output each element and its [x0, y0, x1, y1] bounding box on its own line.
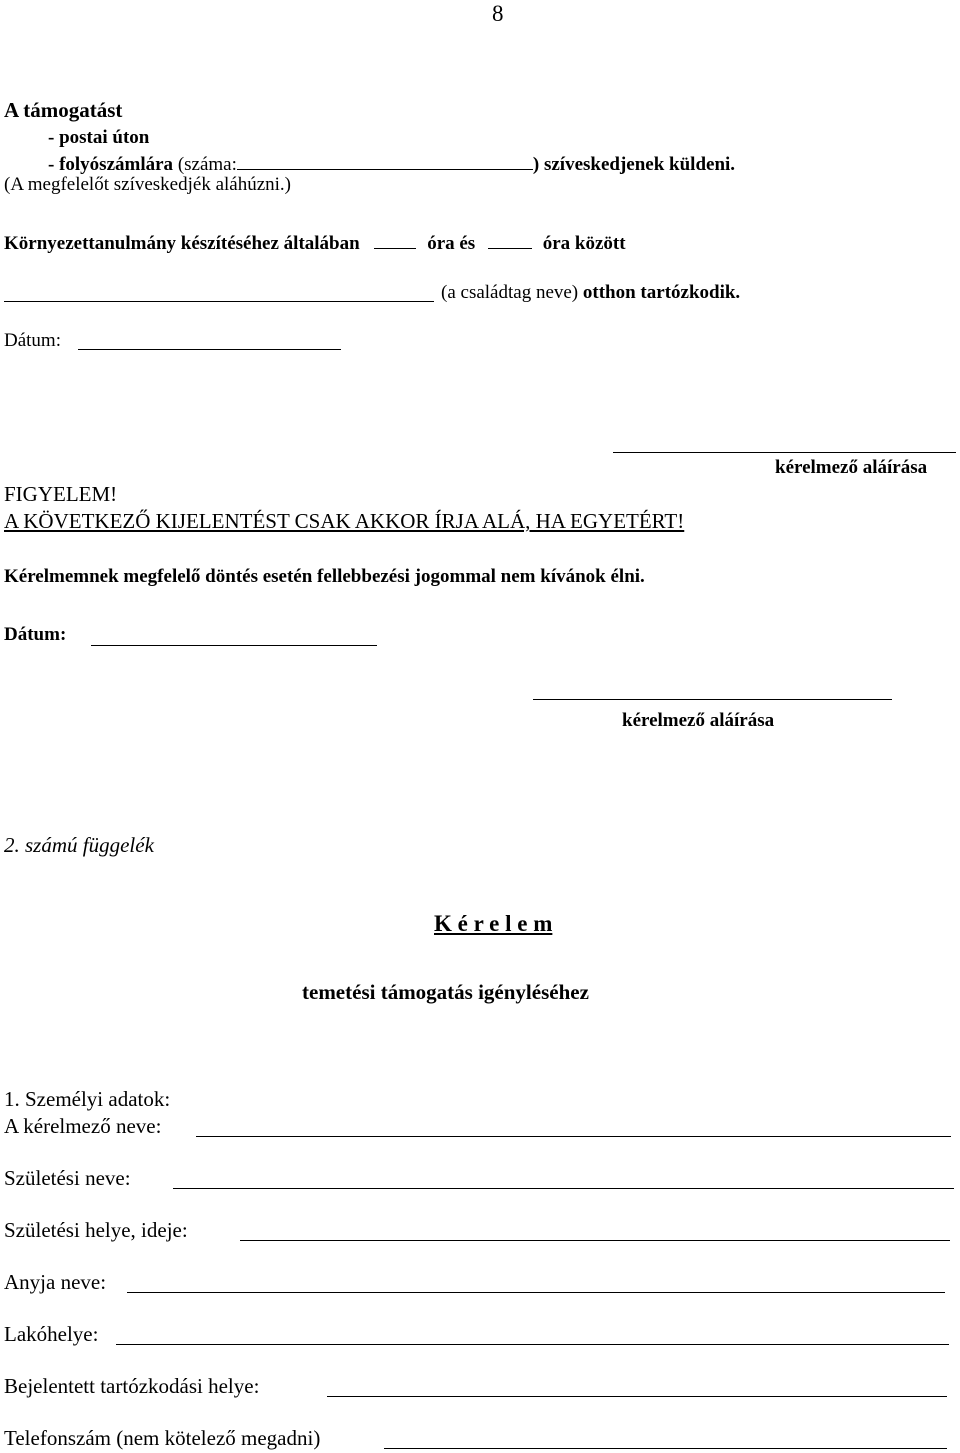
residence-blank[interactable] [116, 1344, 949, 1345]
phone-blank[interactable] [384, 1448, 947, 1449]
account-prefix: - folyószámlára [48, 154, 174, 175]
temporary-address-label: Bejelentett tartózkodási helye: [4, 1374, 260, 1398]
declaration-signature-label: kérelmező aláírása [622, 710, 775, 731]
underline-note: (A megfelelőt szíveskedjék aláhúzni.) [4, 174, 292, 195]
declaration-date-label: Dátum: [4, 624, 67, 645]
account-suffix: ) szíveskedjenek küldeni. [532, 154, 736, 175]
family-member-line [441, 283, 740, 302]
applicant-name-blank[interactable] [196, 1136, 951, 1137]
declaration-signature-line[interactable] [533, 699, 892, 700]
hour-to-blank[interactable] [488, 230, 532, 249]
warning-text: FIGYELEM! [4, 482, 118, 506]
page-number: 8 [492, 1, 504, 26]
study-prefix: Környezettanulmány készítéséhez általában [4, 233, 360, 254]
hour-and: óra és [427, 233, 476, 254]
phone-label: Telefonszám (nem kötelező megadni) [4, 1426, 321, 1450]
support-heading: A támogatást [4, 98, 123, 122]
study-signature-line[interactable] [613, 452, 956, 453]
birth-place-date-label: Születési helye, ideje: [4, 1218, 188, 1242]
applicant-name-label: A kérelmező neve: [4, 1114, 162, 1138]
temporary-address-blank[interactable] [327, 1396, 947, 1397]
study-signature-label: kérelmező aláírása [775, 457, 928, 478]
mother-name-blank[interactable] [127, 1292, 945, 1293]
family-member-blank[interactable] [4, 301, 434, 302]
request-subtitle: temetési támogatás igényléséhez [302, 980, 589, 1004]
mother-name-label: Anyja neve: [4, 1270, 107, 1294]
study-line [4, 230, 626, 253]
at-home-text: otthon tartózkodik. [578, 282, 741, 303]
residence-label: Lakóhelye: [4, 1322, 99, 1346]
birth-name-blank[interactable] [173, 1188, 954, 1189]
study-date-label: Dátum: [4, 330, 61, 351]
family-member-label: (a családtag neve) [441, 282, 579, 303]
study-date-blank[interactable] [78, 349, 341, 350]
hour-from-blank[interactable] [374, 230, 416, 249]
appendix-label: 2. számú függelék [4, 833, 154, 857]
declaration-statement: Kérelmemnek megfelelő döntés esetén fellebbezési jogommal nem kívánok élni. [4, 566, 645, 587]
request-title: K é r e l e m [434, 911, 553, 936]
declaration-instruction: A KÖVETKEZŐ KIJELENTÉST CSAK AKKOR ÍRJA ALÁ, HA EGYETÉRT! [4, 509, 685, 533]
hour-between: óra között [542, 233, 626, 254]
birth-name-label: Születési neve: [4, 1166, 131, 1190]
option-account [48, 151, 735, 174]
account-number-label: (száma: [173, 154, 237, 175]
birth-place-date-blank[interactable] [240, 1240, 950, 1241]
declaration-date-blank[interactable] [91, 645, 377, 646]
option-postal: - postai úton [48, 127, 150, 148]
personal-data-heading: 1. Személyi adatok: [4, 1087, 171, 1111]
account-number-blank[interactable] [237, 151, 533, 170]
